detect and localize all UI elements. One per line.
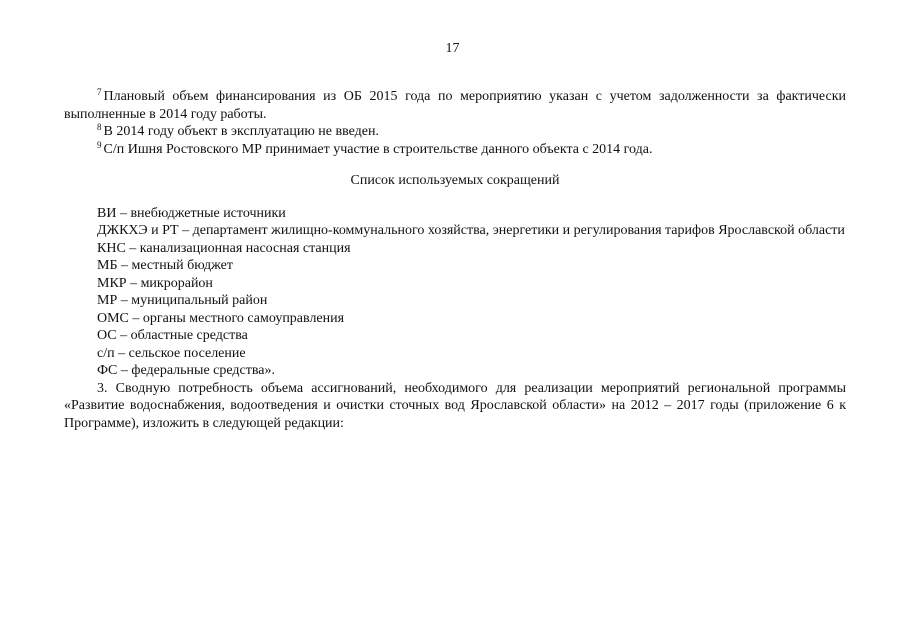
abbreviation-item: ОМС – органы местного самоуправления [97,310,345,326]
abbreviation-item: с/п – сельское поселение [97,345,246,361]
footnote-mark: 7 [97,87,102,97]
abbreviations-heading: Список используемых сокращений [350,173,560,188]
abbreviation-item: МКР – микрорайон [97,275,213,291]
paragraph-3: 3. Сводную потребность объема ассигнований, необходимого для реализации мероприятий региональной программы «Развитие водоснабжения, водоотведения и очистки сточных вод Ярославской области» на 2012 – 2017 годы (приложение 6 к Программе), изложить в следующей редакции: [64,380,846,431]
abbreviation-item: КНС – канализационная насосная станция [97,240,351,256]
abbreviation-item: МБ – местный бюджет [97,258,233,273]
footnote-9 [64,141,846,159]
abbreviation-item: ФС – федеральные средства». [97,363,275,378]
footnote-text: Плановый объем финансирования из ОБ 2015 года по мероприятию указан с учетом задолженности за фактически выполненные в 2014 году работы. [64,89,846,122]
footnote-7 [64,88,846,123]
page-number: 17 [445,41,460,56]
footnote-mark: 9 [97,139,102,150]
abbreviation-item: ВИ – внебюджетные источники [97,205,286,221]
footnote-8 [64,123,846,141]
footnote-text: С/п Ишня Ростовского МР принимает участие в строительстве данного объекта с 2014 года. [103,141,653,157]
document-body [64,88,846,432]
abbreviation-item: МР – муниципальный район [97,293,268,308]
abbreviations-list [64,205,846,380]
abbreviation-item: ОС – областные средства [97,328,248,343]
footnote-text: В 2014 году объект в эксплуатацию не введен. [103,124,379,139]
footnote-mark: 8 [97,122,102,132]
abbreviation-item: ДЖКХЭ и РТ – департамент жилищно-коммунального хозяйства, энергетики и регулирования тарифов Ярославской области [97,223,845,238]
